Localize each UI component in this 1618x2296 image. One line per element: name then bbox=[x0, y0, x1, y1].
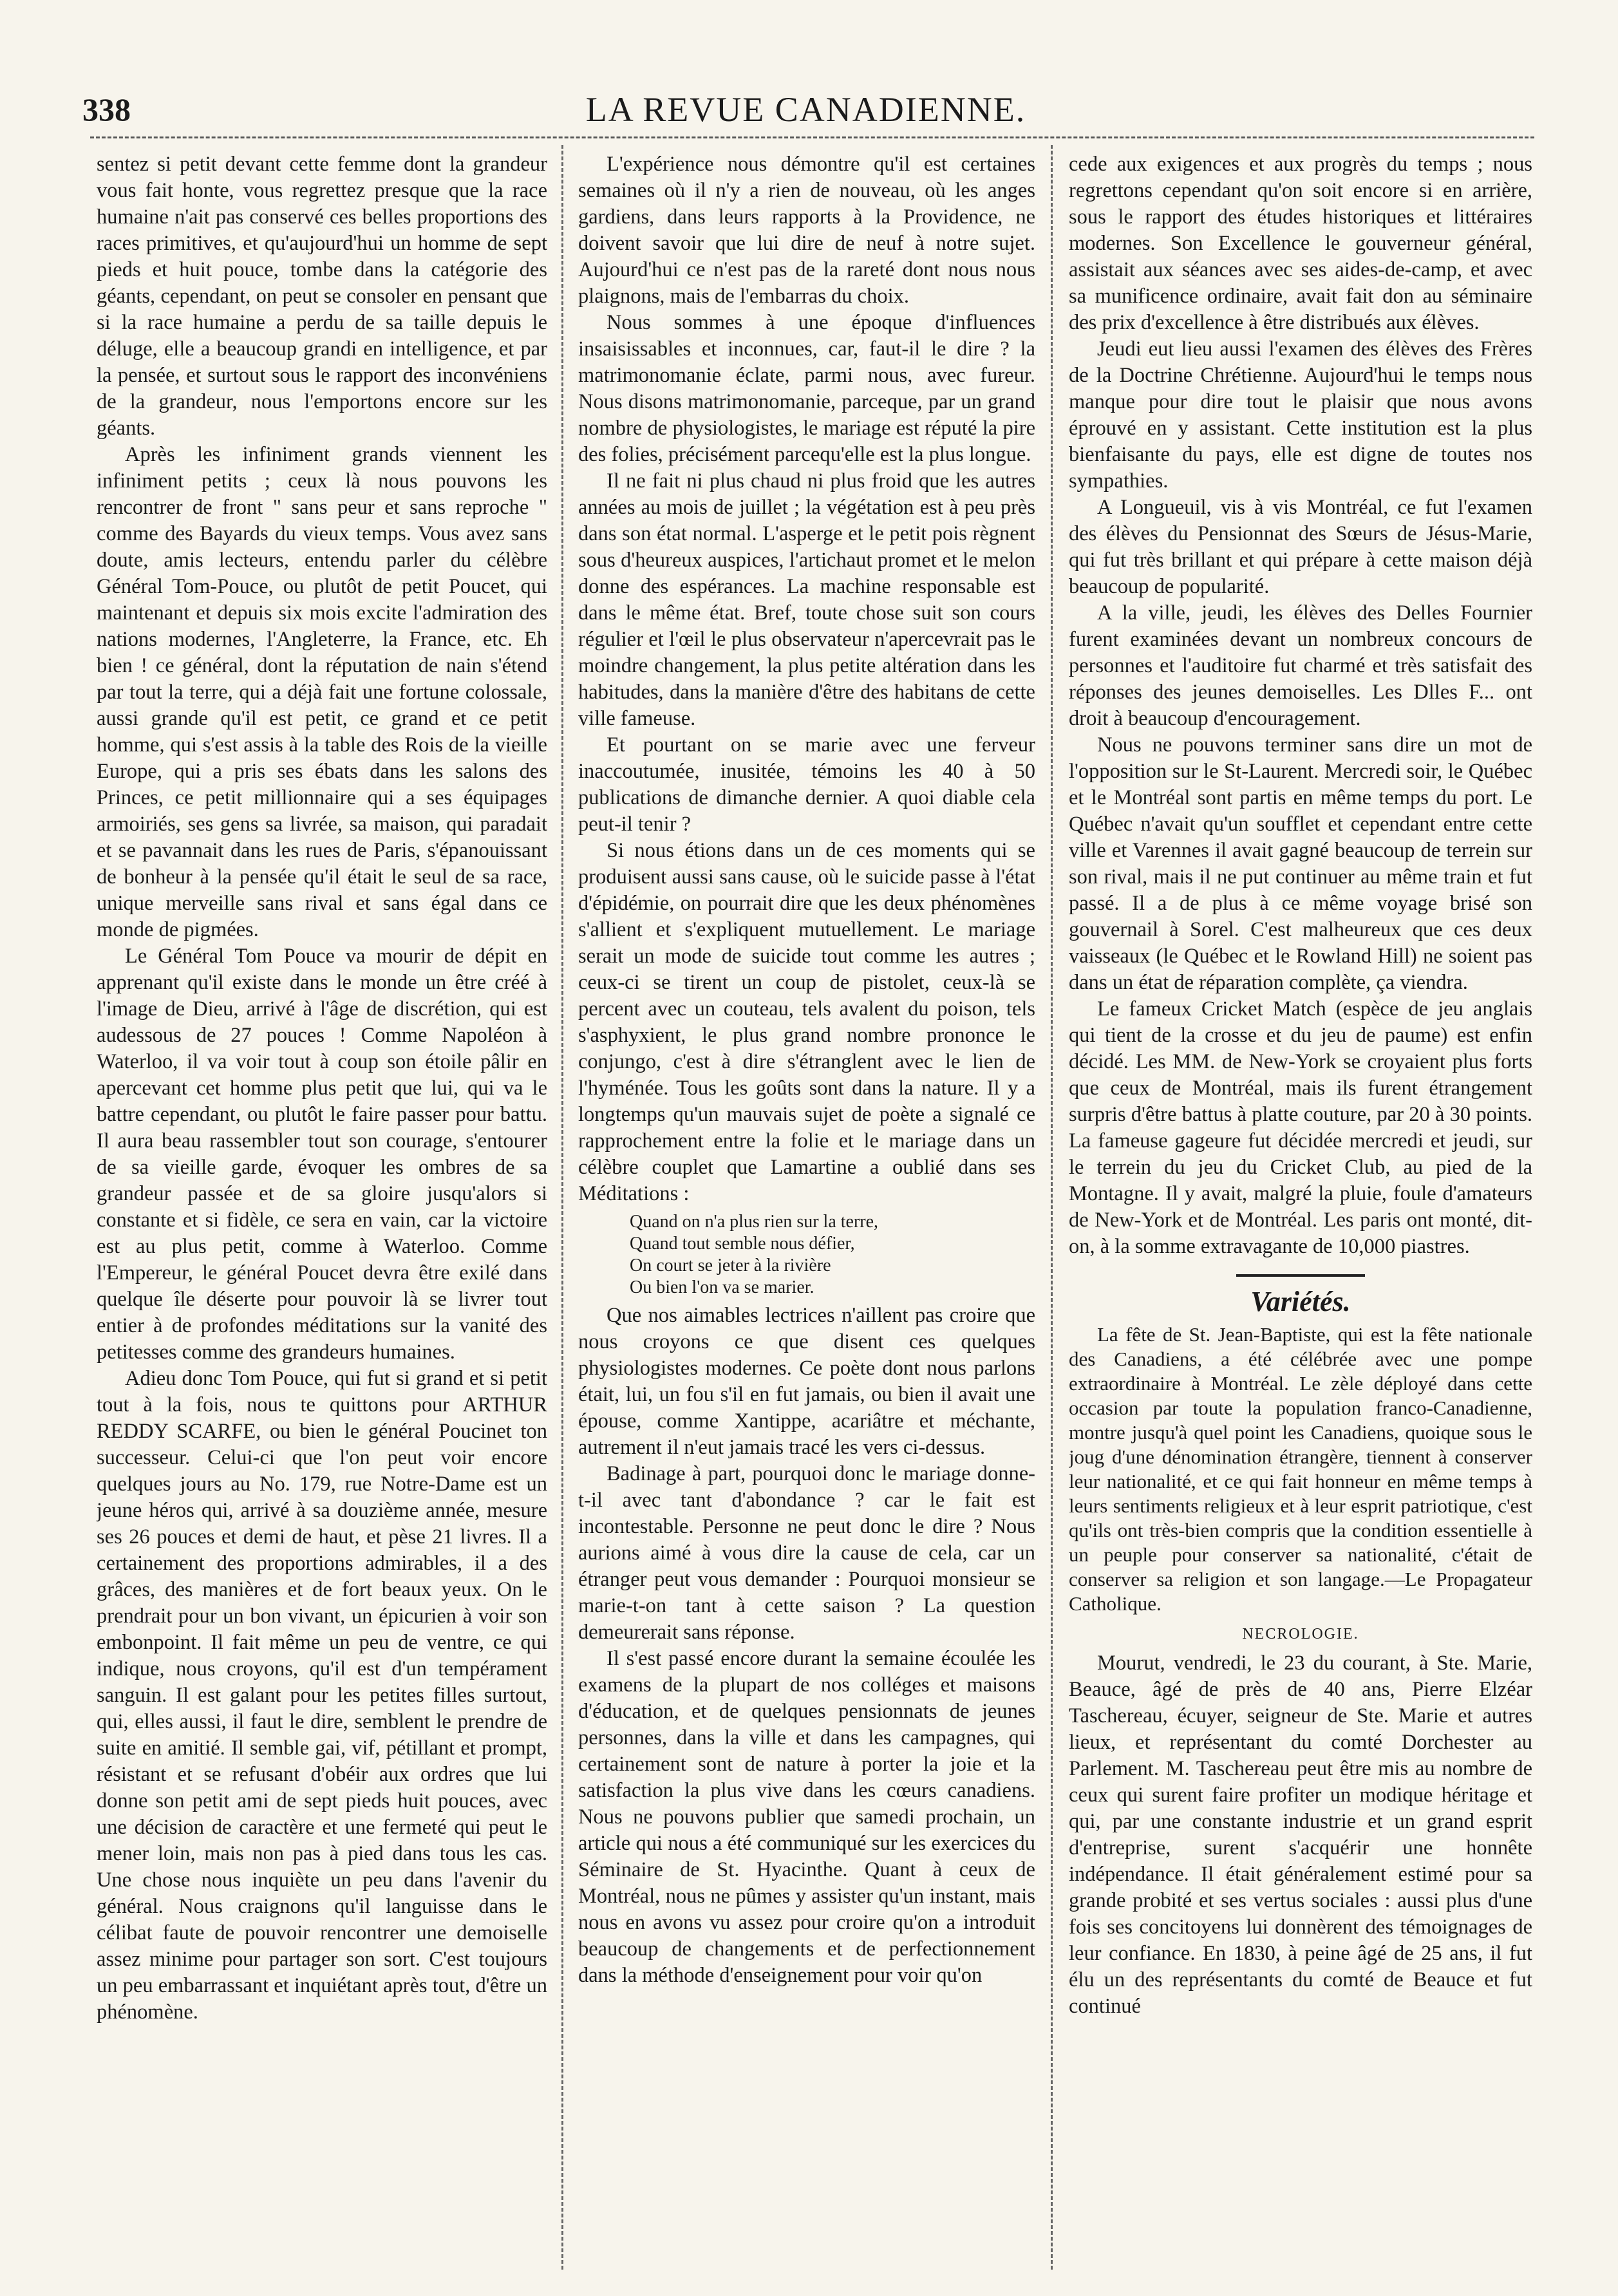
column-1 bbox=[97, 151, 547, 2257]
column-2 bbox=[578, 151, 1035, 2257]
paragraph: La fête de St. Jean-Baptiste, qui est la fête nationale des Canadiens, a été célébrée avec une pompe extraordinaire à Montréal. Le zèle déployé dans cette occasion par toute la population franco-Canadienne, montre jusqu'à quel point les Canadiens, quoique sous le joug d'une dénomination étrangère, tiennent à conserver leur nationalité, et ce qui fait honneur en même temps à leurs sentiments religieux et à leur esprit patriotique, c'est qu'ils ont très-bien compris que la condition essentielle à un peuple pour conserver sa nationalité, c'était de conserver sa religion et son langage.—Le Propagateur Catholique. bbox=[1069, 1323, 1532, 1615]
paragraph: L'expérience nous démontre qu'il est certaines semaines où il n'y a rien de nouveau, où les anges gardiens, dans leurs rapports à la Providence, ne doivent savoir que lui dire de neuf à notre sujet. Aujourd'hui ce n'est pas de la rareté dont nous nous plaignons, mais de l'embarras du choix. bbox=[578, 153, 1035, 308]
paragraph: Mourut, vendredi, le 23 du courant, à Ste. Marie, Beauce, âgé de près de 40 ans, Pierre Elzéar Taschereau, écuyer, seigneur de Ste. Marie et autres lieux, et représentant du comté Dorchester au Parlement. M. Taschereau peut être mis au nombre de ceux qui surent faire profiter un modique héritage et qui, par une constante industrie et un grand esprit d'entreprise, surent s'acquérir une honnête indépendance. Il était généralement estimé pour sa grande probité et ses vertus sociales : aussi plus d'une fois ses concitoyens lui donnèrent des témoignages de leur confiance. En 1830, à peine âgé de 25 ans, il fut élu un des représentants du comté de Beauce et fut continué bbox=[1069, 1651, 1532, 2018]
paragraph: Après les infiniment grands viennent les infiniment petits ; ceux là nous pouvons les rencontrer de front " sans peur et sans reproche " comme des Bayards du vieux temps. Vous avez sans doute, amis lecteurs, entendu parler du célèbre Général Tom-Pouce, ou plutôt de petit Poucet, qui maintenant et depuis six mois excite l'admiration des nations modernes, l'Angleterre, la France, etc. Eh bien ! ce général, dont la réputation de nain s'étend par tout la terre, qui a déjà fait une fortune colossale, aussi grande qu'il est petit, ce grand et ce petit homme, qui s'est assis à la table des Rois de la vieille Europe, qui a pris ses ébats dans les salons des Princes, ce petit millionnaire qui a ses équipages armoiriés, ses gens sa livrée, sa maison, qui paradait et se pavannait dans les rues de Paris, s'épanouissant de bonheur à la pensée qu'il était le seul de sa race, unique merveille sans rival et sans égal dans ce monde de pigmées. bbox=[97, 443, 547, 941]
paragraph: Le Général Tom Pouce va mourir de dépit en apprenant qu'il existe dans le monde un être créé à l'image de Dieu, arrivé à l'âge de discrétion, qui est audessous de 27 pouces ! Comme Napoléon à Waterloo, il va voir tout à coup son étoile pâlir en apercevant cet homme plus petit que lui, qui va le battre cependant, ou plutôt le faire passer pour battu. Il aura beau rassembler tout son courage, s'entourer de sa vieille garde, évoquer les ombres de sa grandeur passée et de sa gloire jusqu'alors si constante et si fidèle, ce sera en vain, car la victoire est au plus petit, comme à Waterloo. Comme l'Empereur, le général Poucet devra être exilé dans quelque île déserte pour pouvoir là se livrer tout entier à de profondes méditations sur la vanité des petitesses comme des grandeurs humaines. bbox=[97, 945, 547, 1364]
verse-quote bbox=[630, 1211, 1035, 1299]
paragraph: Si nous étions dans un de ces moments qui se produisent aussi sans cause, où le suicide passe à l'état d'épidémie, on pourrait dire que les deux phénomènes s'allient et s'expliquent mutuellement. Le mariage serait un mode de suicide tout comme les autres ; ceux-ci se tirent un coup de pistolet, ceux-là se percent avec un couteau, tels avalent du poison, tels s'asphyxient, le plus grand nombre prononce le conjungo, c'est à dire s'étranglent avec le lien de l'hyménée. Tous les goûts sont dans la nature. Il y a longtemps qu'un mauvais sujet de poète a signalé ce rapprochement entre la folie et le mariage dans un célèbre couplet que Lamartine a oublié dans ses Méditations : bbox=[578, 839, 1035, 1205]
page-header bbox=[71, 87, 1541, 132]
paragraph: Badinage à part, pourquoi donc le mariage donne-t-il avec tant d'abondance ? car le fait est incontestable. Personne ne peut donc le dire ? Nous aurions aimé à vous dire la cause de cela, car un étranger peut vous demander : Pourquoi monsieur se marie-t-on tant à cette saison ? La question demeurerait sans réponse. bbox=[578, 1462, 1035, 1644]
column-separator bbox=[561, 145, 563, 2270]
paragraph: Il ne fait ni plus chaud ni plus froid que les autres années au mois de juillet ; la végétation est à peu près dans son état normal. L'asperge et le petit pois règnent sous d'heureux auspices, l'artichaut promet et le melon donne des espérances. La machine responsable est dans le même état. Bref, toute chose suit son cours régulier et l'œil le plus observateur n'apercevrait pas le moindre changement, la plus petite altération dans les habitudes, dans la manière d'être des habitans de cette ville fameuse. bbox=[578, 469, 1035, 730]
paragraph: sentez si petit devant cette femme dont la grandeur vous fait honte, vous regrettez presque que la race humaine n'ait pas conservé ces belles proportions des races primitives, et qu'aujourd'hui un homme de sept pieds et huit pouce, tombe dans la catégorie des géants, cependant, on peut se consoler en pensant que si la race humaine a perdu de sa taille depuis le déluge, elle a beaucoup grandi en intelligence, et par la pensée, et surtout sous le rapport des inconvéniens de la grandeur, nous l'emportons encore sur les géants. bbox=[97, 153, 547, 440]
paragraph: Il s'est passé encore durant la semaine écoulée les examens de la plupart de nos colléges et maisons d'éducation, et de quelques pensionnats de jeunes personnes, dans la ville et dans les campagnes, qui certainement sont de nature à porter la joie et la satisfaction la plus vive dans les cœurs canadiens. Nous ne pouvons publier que samedi prochain, un article qui nous a été communiqué sur les exercices du Séminaire de St. Hyacinthe. Quant à ceux de Montréal, nous ne pûmes y assister qu'un instant, mais nous en avons vu assez pour croire qu'on a introduit beaucoup de changements et de perfectionnement dans la méthode d'enseignement pour voir qu'on bbox=[578, 1647, 1035, 1987]
verse-line: Ou bien l'on va se marier. bbox=[630, 1277, 814, 1297]
paragraph: A la ville, jeudi, les élèves des Delles Fournier furent examinées devant un nombreux concours de personnes et l'auditoire fut charmé et très satisfait des réponses des jeunes demoiselles. Les Dlles F... ont droit à beaucoup d'encouragement. bbox=[1069, 601, 1532, 730]
verse-line: On court se jeter à la rivière bbox=[630, 1256, 831, 1275]
section-rule bbox=[1236, 1274, 1365, 1277]
page-number: 338 bbox=[82, 91, 131, 127]
paragraph: Et pourtant on se marie avec une ferveur inaccoutumée, inusitée, témoins les 40 à 50 publications de dimanche dernier. A quoi diable cela peut-il tenir ? bbox=[578, 733, 1035, 836]
running-title: LA REVUE CANADIENNE. bbox=[585, 90, 1026, 129]
paragraph: Nous sommes à une époque d'influences insaisissables et inconnues, car, faut-il le dire ? la matrimonomanie éclate, parmi nous, avec fureur. Nous disons matrimonomanie, parceque, par un grand nombre de physiologistes, le mariage est réputé la pire des folies, précisément parcequ'elle est la plus longue. bbox=[578, 311, 1035, 466]
header-rule bbox=[90, 136, 1534, 138]
section-title-necrologie: NECROLOGIE. bbox=[1242, 1626, 1359, 1642]
column-3 bbox=[1069, 151, 1532, 2257]
verse-line: Quand tout semble nous défier, bbox=[630, 1234, 855, 1254]
paragraph: Que nos aimables lectrices n'aillent pas croire que nous croyons ce que disent ces quelques physiologistes modernes. Ce poète dont nous parlons était, lui, un fou s'il en fut jamais, ou bien il avait une épouse, comme Xantippe, acariâtre et méchante, autrement il n'eut jamais tracé les vers ci-dessus. bbox=[578, 1304, 1035, 1459]
paragraph: cede aux exigences et aux progrès du temps ; nous regrettons cependant qu'on soit encore si en arrière, sous le rapport des études historiques et littéraires modernes. Son Excellence le gouverneur général, assistait aux séances avec ses aides-de-camp, et avec sa munificence ordinaire, avait fait don au séminaire des prix d'excellence à être distribués aux élèves. bbox=[1069, 153, 1532, 334]
paragraph: Le fameux Cricket Match (espèce de jeu anglais qui tient de la crosse et du jeu de paume) est enfin décidé. Les MM. de New-York se croyaient plus forts que ceux de Montréal, mais ils furent étrangement surpris d'être battus à platte couture, par 20 à 30 points. La fameuse gageure fut décidée mercredi et jeudi, sur le terrein du jeu du Cricket Club, au pied de la Montagne. Il y avait, malgré la pluie, foule d'amateurs de New-York et de Montréal. Les paris ont monté, dit-on, à la somme extravagante de 10,000 piastres. bbox=[1069, 997, 1532, 1258]
verse-line: Quand on n'a plus rien sur la terre, bbox=[630, 1212, 879, 1232]
paragraph: A Longueuil, vis à vis Montréal, ce fut l'examen des élèves du Pensionnat des Sœurs de Jésus-Marie, qui fut très brillant et qui prépare à cette maison déjà beaucoup de popularité. bbox=[1069, 496, 1532, 598]
paragraph: Adieu donc Tom Pouce, qui fut si grand et si petit tout à la fois, nous te quittons pour ARTHUR REDDY SCARFE, ou bien le général Poucinet ton successeur. Celui-ci que l'on peut voir encore quelques jours au No. 179, rue Notre-Dame est un jeune héros qui, arrivé à sa douzième année, mesure ses 26 pouces et demi de haut, et pèse 21 livres. Il a certainement des proportions admirables, il a des grâces, des manières et de fort beaux yeux. On le prendrait pour un bon vivant, un épicurien à voir son embonpoint. Il fait même un peu de ventre, ce qui indique, nous croyons, qu'il est d'un tempérament sanguin. Il est galant pour les petites filles surtout, qui, elles aussi, il faut le dire, semblent le prendre de suite en amitié. Il semble gai, vif, pétillant et prompt, résistant et se refusant d'obéir aux ordres que lui donne son petit ami de sept pieds huit pouces, avec une décision de caractère et une fermeté qui peut le mener loin, mais non pas à pied dans tous les cas. Une chose nous inquiète un peu dans l'avenir du général. Nous craignons qu'il languisse dans le célibat faute de pouvoir rencontrer une demoiselle assez minime pour partager son sort. C'est toujours un peu embarrassant et inquiétant après tout, d'être un phénomène. bbox=[97, 1367, 547, 2024]
paragraph: Jeudi eut lieu aussi l'examen des élèves des Frères de la Doctrine Chrétienne. Aujourd'hui le temps nous manque pour dire tout le plaisir que nous avons éprouvé en y assistant. Cette institution est la plus bienfaisante du pays, elle est digne de toutes nos sympathies. bbox=[1069, 337, 1532, 493]
paragraph: Nous ne pouvons terminer sans dire un mot de l'opposition sur le St-Laurent. Mercredi soir, le Québec et le Montréal sont partis en même temps du port. Le Québec n'avait qu'un soufflet et cependant entre cette ville et Varennes il avait gagné beaucoup de terrein sur son rival, mais il ne put continuer au même train et fut passé. Il a de plus à ce même voyage brisé son gouvernail à Sorel. C'est malheureux que ces deux vaisseaux (le Québec et le Rowland Hill) ne soient pas dans un état de réparation complète, ça viendra. bbox=[1069, 733, 1532, 994]
column-separator bbox=[1051, 145, 1053, 2270]
section-title-varietes: Variétés. bbox=[1250, 1286, 1351, 1317]
